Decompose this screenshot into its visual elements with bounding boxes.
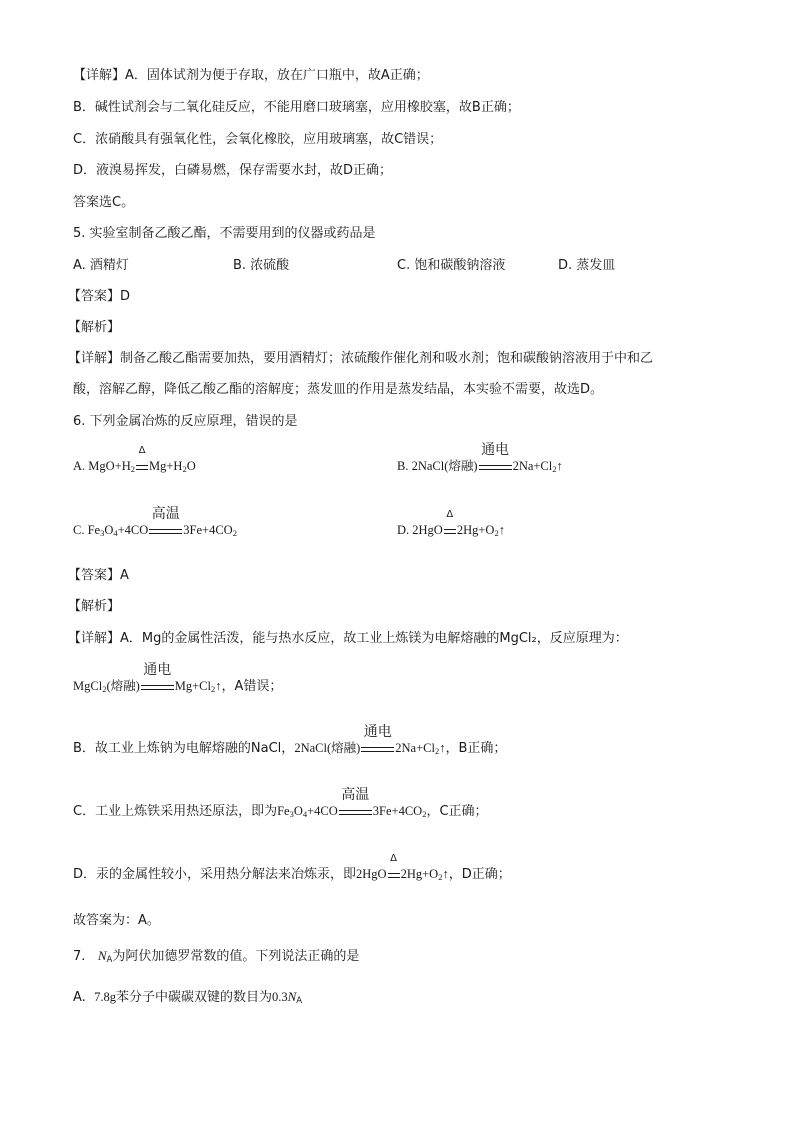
q5-option-c: C. 饱和碳酸钠溶液 [397, 258, 506, 273]
q7-option-a: A. 7.8g苯分子中碳碳双键的数目为$0.3N_A$ [73, 989, 303, 1006]
q5-detail-line-1: 【详解】制备乙酸乙酯需要加热，要用酒精灯；浓硫酸作催化剂和吸水剂；饱和碳酸钠溶液用于中和乙 [68, 351, 654, 366]
q6-option-d: D. 2HgO Δ $2Hg+O_2↑$ [397, 509, 505, 538]
delta-condition: Δ [138, 445, 146, 456]
q5-option-d: D. 蒸发皿 [558, 258, 616, 273]
q6-detail-a: 【详解】A．Mg的金属性活泼，能与热水反应，故工业上炼镁为电解熔融的MgCl₂，反应原理为： [68, 631, 628, 646]
explanation-line-b: B．碱性试剂会与二氧化硅反应，不能用磨口玻璃塞，应用橡胶塞，故B正确； [73, 100, 520, 115]
q6-option-b: B. 2NaCl(熔融) 通电 $2Na+Cl_2↑$ [397, 442, 563, 474]
q6-answer: 【答案】A [68, 568, 129, 583]
q6-detail-c: C．工业上炼铁采用热还原法，即为$Fe_3O_4+4CO$ 高温 $3Fe+4CO_2$，C正确； [73, 787, 488, 819]
delta-condition: Δ [446, 509, 454, 520]
electrolysis-condition: 通电 [143, 662, 172, 678]
q5-detail-line-2: 酸，溶解乙醇，降低乙酸乙酯的溶解度；蒸发皿的作用是蒸发结晶，本实验不需要，故选D。 [73, 382, 604, 397]
q6-detail-b: B．故工业上炼钠为电解熔融的NaCl，2NaCl(熔融) 通电 $2Na+Cl_2↑$，B正确； [73, 724, 507, 756]
q5-analysis-heading: 【解析】 [68, 320, 121, 335]
q6-detail-d: D．汞的金属性较小，采用热分解法来冶炼汞，即2HgO Δ $2Hg+O_2↑$，D正确； [73, 853, 511, 882]
q6-analysis-heading: 【解析】 [68, 599, 121, 614]
q5-option-b: B. 浓硫酸 [233, 258, 290, 273]
explanation-line-a: 【详解】A．固体试剂为便于存取，放在广口瓶中，故A正确； [73, 68, 429, 83]
q6-final-answer: 故答案为：A。 [73, 913, 160, 928]
q6-option-a: A. $MgO+H_2$ Δ $Mg+H_2O$ [73, 445, 196, 474]
explanation-line-d: D．液溴易挥发，白磷易燃，保存需要水封，故D正确； [73, 163, 393, 178]
question-5-stem: 5. 实验室制备乙酸乙酯，不需要用到的仪器或药品是 [73, 226, 376, 241]
question-6-stem: 6. 下列金属冶炼的反应原理，错误的是 [73, 414, 298, 429]
electrolysis-condition: 通电 [481, 442, 510, 458]
q5-answer: 【答案】D [68, 289, 131, 304]
q6-option-c: C. $Fe_3O_4+4CO$ 高温 $3Fe+4CO_2$ [73, 506, 237, 538]
high-temp-condition: 高温 [341, 787, 370, 803]
delta-condition: Δ [390, 853, 397, 864]
answer-choice-line: 答案选C。 [73, 195, 135, 210]
high-temp-condition: 高温 [151, 506, 180, 522]
q5-option-a: A. 酒精灯 [73, 258, 129, 273]
electrolysis-condition: 通电 [363, 724, 392, 740]
question-7-stem: 7. $N_A$为阿伏加德罗常数的值。下列说法正确的是 [73, 948, 360, 965]
q6-detail-a-equation: MgCl$_2$(熔融) 通电 $Mg+Cl_2↑$，A错误； [73, 662, 283, 694]
explanation-line-c: C．浓硝酸具有强氧化性，会氧化橡胶，应用玻璃塞，故C错误； [73, 132, 443, 147]
